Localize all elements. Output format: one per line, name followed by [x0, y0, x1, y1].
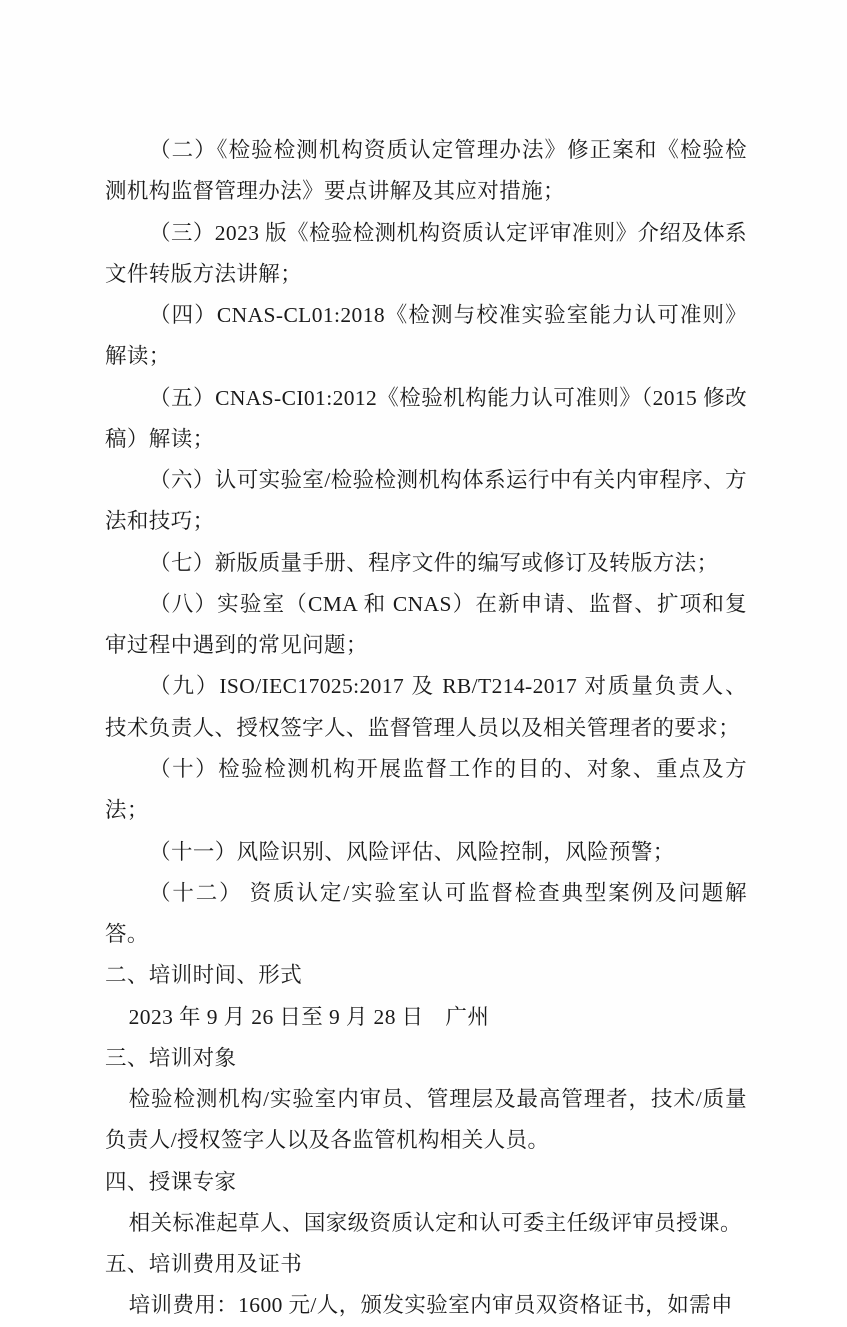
paragraph-item-9: （九）ISO/IEC17025:2017 及 RB/T214-2017 对质量负责人、技术负责人、授权签字人、监督管理人员以及相关管理者的要求； [105, 674, 747, 740]
paragraph-item-6: （六）认可实验室/检验检测机构体系运行中有关内审程序、方法和技巧； [105, 468, 747, 534]
paragraph-item-10: （十）检验检测机构开展监督工作的目的、对象、重点及方法； [105, 756, 747, 823]
document-body [105, 130, 747, 1327]
paragraph-item-12: （十二） 资质认定/实验室认可监督检查典型案例及问题解答。 [105, 880, 747, 947]
section-heading-four: 四、授课专家 [105, 1169, 237, 1194]
section-body-four: 相关标准起草人、国家级资质认定和认可委主任级评审员授课。 [128, 1210, 742, 1235]
paragraph-item-4: （四）CNAS-CL01:2018《检测与校准实验室能力认可准则》解读； [105, 303, 747, 369]
paragraph-item-7: （七）新版质量手册、程序文件的编写或修订及转版方法； [149, 550, 719, 575]
section-body-three: 检验检测机构/实验室内审员、管理层及最高管理者，技术/质量负责人/授权签字人以及各监管机构相关人员。 [105, 1087, 747, 1153]
paragraph-item-2: （二）《检验检测机构资质认定管理办法》修正案和《检验检测机构监督管理办法》要点讲解及其应对措施； [105, 138, 747, 204]
paragraph-item-5: （五）CNAS-CI01:2012《检验机构能力认可准则》（2015 修改稿）解读； [105, 385, 747, 451]
paragraph-item-11: （十一）风险识别、风险评估、风险控制，风险预警； [149, 839, 675, 864]
section-heading-two: 二、培训时间、形式 [105, 963, 303, 988]
section-body-five: 培训费用：1600 元/人，颁发实验室内审员双资格证书，如需申 [128, 1293, 733, 1318]
section-body-two: 2023 年 9 月 26 日至 9 月 28 日 广州 [128, 1004, 490, 1029]
section-heading-three: 三、培训对象 [105, 1045, 237, 1070]
paragraph-item-3: （三）2023 版《检验检测机构资质认定评审准则》介绍及体系文件转版方法讲解； [105, 220, 747, 286]
section-heading-five: 五、培训费用及证书 [105, 1252, 303, 1277]
paragraph-item-8: （八）实验室（CMA 和 CNAS）在新申请、监督、扩项和复审过程中遇到的常见问题； [105, 591, 747, 658]
